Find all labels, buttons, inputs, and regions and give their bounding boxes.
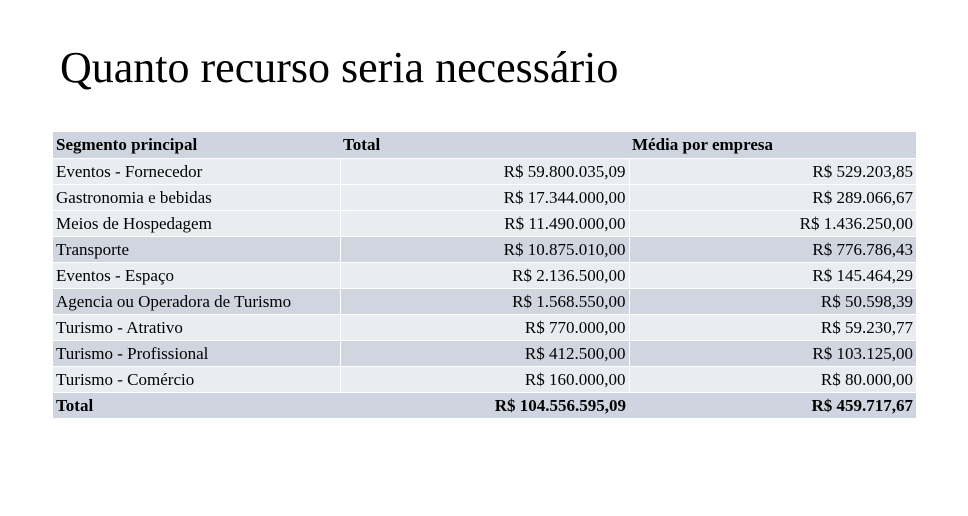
table-row [53,210,916,236]
table-header-row [53,132,916,158]
table-row [53,184,916,210]
cell-segment: Eventos - Espaço [53,262,340,288]
total-average: R$ 459.717,67 [629,392,916,418]
cell-segment: Gastronomia e bebidas [53,184,340,210]
table-body [53,158,916,392]
table-row [53,262,916,288]
total-label: Total [53,392,340,418]
table-footer [53,392,916,418]
cell-total: R$ 10.875.010,00 [340,236,629,262]
column-header-total: Total [340,132,629,158]
cell-average: R$ 1.436.250,00 [629,210,916,236]
cell-average: R$ 289.066,67 [629,184,916,210]
total-sum: R$ 104.556.595,09 [340,392,629,418]
cell-total: R$ 59.800.035,09 [340,158,629,184]
column-header-average: Média por empresa [629,132,916,158]
cell-average: R$ 529.203,85 [629,158,916,184]
cell-average: R$ 80.000,00 [629,366,916,392]
cell-average: R$ 59.230,77 [629,314,916,340]
cell-segment: Meios de Hospedagem [53,210,340,236]
cell-average: R$ 776.786,43 [629,236,916,262]
cell-total: R$ 11.490.000,00 [340,210,629,236]
page-title: Quanto recurso seria necessário [60,43,619,92]
table-row [53,236,916,262]
cell-total: R$ 160.000,00 [340,366,629,392]
table-row [53,340,916,366]
cell-total: R$ 17.344.000,00 [340,184,629,210]
cell-total: R$ 412.500,00 [340,340,629,366]
cell-total: R$ 1.568.550,00 [340,288,629,314]
cell-average: R$ 103.125,00 [629,340,916,366]
cell-segment: Transporte [53,236,340,262]
data-table [53,132,916,418]
total-row [53,392,916,418]
table-header [53,132,916,158]
cell-segment: Turismo - Atrativo [53,314,340,340]
cell-average: R$ 50.598,39 [629,288,916,314]
table-row [53,366,916,392]
table-row [53,314,916,340]
table-row [53,288,916,314]
cell-segment: Turismo - Comércio [53,366,340,392]
cell-segment: Agencia ou Operadora de Turismo [53,288,340,314]
cell-total: R$ 770.000,00 [340,314,629,340]
cell-segment: Eventos - Fornecedor [53,158,340,184]
table-row [53,158,916,184]
cell-segment: Turismo - Profissional [53,340,340,366]
cell-total: R$ 2.136.500,00 [340,262,629,288]
column-header-segment: Segmento principal [53,132,340,158]
cell-average: R$ 145.464,29 [629,262,916,288]
